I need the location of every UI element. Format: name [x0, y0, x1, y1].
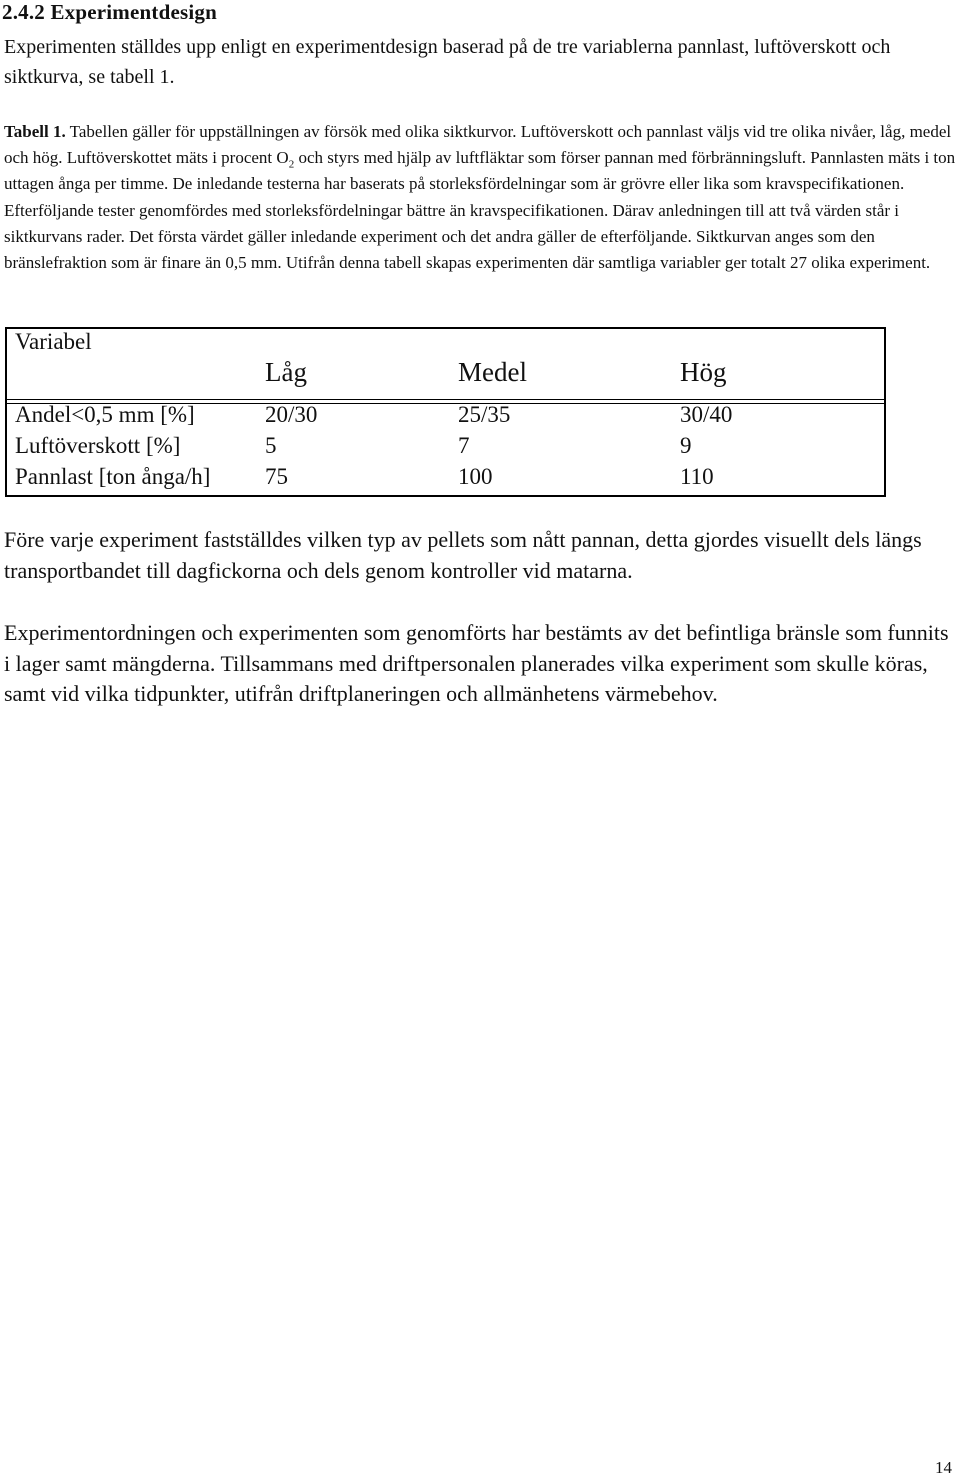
table-header-medium: Medel	[458, 357, 527, 387]
page-number: 14	[935, 1458, 952, 1477]
table-row-label: Andel<0,5 mm [%]	[15, 402, 195, 427]
caption-text-a: Tabellen gäller för uppställningen av försök med olika siktkurvor. Luftöverskott och pannlast väljs vid tre olika nivåer, låg, medel och hög. Luftöverskottet mäts i procent O	[4, 122, 952, 168]
table-cell: 110	[680, 464, 714, 489]
table-cell: 75	[265, 464, 288, 489]
table-cell: 7	[458, 433, 470, 458]
table-caption	[4, 119, 958, 276]
table-row-label: Luftöverskott [%]	[15, 433, 181, 458]
intro-paragraph: Experimenten ställdes upp enligt en experimentdesign baserad på de tre variablerna pannlast, luftöverskott och siktkurva, se tabell 1.	[4, 36, 891, 88]
table-cell: 30/40	[680, 402, 733, 427]
section-heading: 2.4.2 Experimentdesign	[2, 0, 217, 24]
table-cell: 100	[458, 464, 493, 489]
caption-subscript: 2	[288, 158, 295, 171]
body-paragraph: Experimentordningen och experimenten som genomförts har bestämts av det befintliga bränsle som funnits i lager samt mängderna. Tillsammans med driftpersonalen planerades vilka experiment som skulle köras, samt vid vilka tidpunkter, utifrån driftplaneringen och allmänhetens värmebehov.	[4, 620, 949, 706]
table-cell: 20/30	[265, 402, 318, 427]
table-cell: 5	[265, 433, 277, 458]
table-corner-label: Variabel	[15, 329, 92, 354]
table-header-high: Hög	[680, 357, 727, 387]
caption-text-b: och styrs med hjälp av luftfläktar som förser pannan med förbränningsluft. Pannlasten mäts i ton uttagen ånga per timme. De inledande testerna har baserats på storleksfördelningar som är grövre eller lika som kravspecifikationen. Efterföljande tester genomfördes med storleksfördelningar bättre än kravspecifikationen. Därav anledningen till att två värden står i siktkurvans rader. Det första värdet gäller inledande experiment och det andra gäller de efterföljande. Siktkurvan anges som den bränslefraktion som är finare än 0,5 mm. Utifrån denna tabell skapas experimenten där samtliga variabler ger totalt 27 olika experiment.	[4, 148, 956, 273]
caption-label: Tabell 1.	[4, 122, 66, 141]
table-header-low: Låg	[265, 357, 307, 387]
experiment-table	[5, 327, 886, 497]
table-row-label: Pannlast [ton ånga/h]	[15, 464, 211, 489]
table-cell: 25/35	[458, 402, 511, 427]
table-cell: 9	[680, 433, 692, 458]
body-paragraph: Före varje experiment fastställdes vilken typ av pellets som nått pannan, detta gjordes visuellt dels längs transportbandet till dagfickorna och dels genom kontroller vid matarna.	[4, 527, 922, 583]
